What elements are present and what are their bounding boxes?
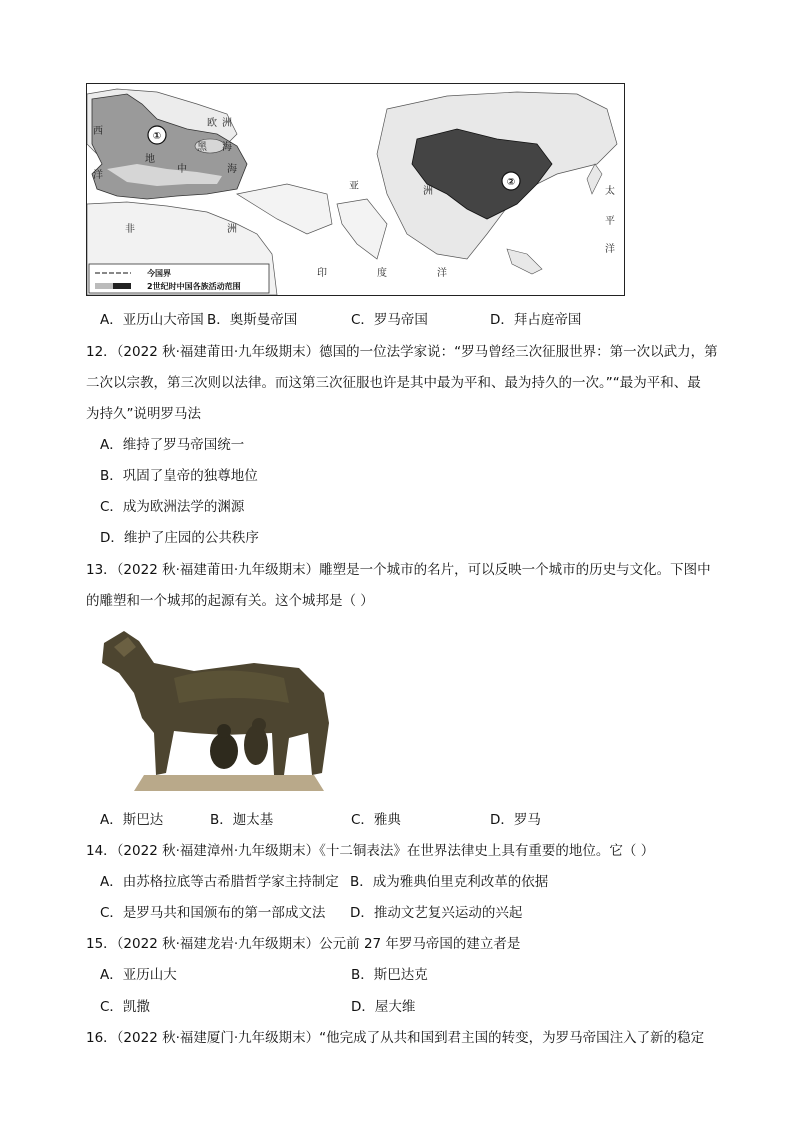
q12-stem-line1: 12．（2022 秋·福建莆田·九年级期末）德国的一位法学家说：“罗马曾经三次征服世界：第一次以武力，第 <box>86 344 718 360</box>
map-label-xi: 西 <box>93 126 103 137</box>
map-label-hei: 黑 <box>197 142 207 153</box>
q14-option-a[interactable]: A．由苏格拉底等古希腊哲学家主持制定 <box>100 874 339 890</box>
map-label-hai2: 海 <box>222 142 232 153</box>
map-label-yang3: 洋 <box>605 244 615 255</box>
map-label-ou: 欧 <box>207 118 217 129</box>
q12-option-b[interactable]: B．巩固了皇帝的独尊地位 <box>100 468 258 484</box>
map-label-ping: 平 <box>605 216 615 227</box>
world-map <box>87 84 624 295</box>
q13-stem-line1: 13．（2022 秋·福建莆田·九年级期末）雕塑是一个城市的名片，可以反映一个城市的历史与文化。下图中 <box>86 562 711 578</box>
legend-border-label: 今国界 <box>147 269 171 278</box>
q15-option-b[interactable]: B．斯巴达克 <box>351 967 428 983</box>
q14-option-d[interactable]: D．推动文艺复兴运动的兴起 <box>350 905 523 921</box>
q14-stem: 14．（2022 秋·福建漳州·九年级期末）《十二铜表法》在世界法律史上具有重要的地位。它（ ） <box>86 843 655 859</box>
map-label-zhou-af: 洲 <box>227 224 237 235</box>
map-label-ya: 亚 <box>349 181 359 192</box>
q12-option-c[interactable]: C．成为欧洲法学的渊源 <box>100 499 245 515</box>
q14-option-c[interactable]: C．是罗马共和国颁布的第一部成文法 <box>100 905 326 921</box>
q12-option-a[interactable]: A．维持了罗马帝国统一 <box>100 437 245 453</box>
q13-option-d[interactable]: D．罗马 <box>490 812 541 828</box>
q15-stem: 15．（2022 秋·福建龙岩·九年级期末）公元前 27 年罗马帝国的建立者是 <box>86 936 521 952</box>
she-wolf-statue-image <box>84 623 336 795</box>
map-label-yin: 印 <box>317 268 327 279</box>
q16-stem: 16．（2022 秋·福建厦门·九年级期末）“他完成了从共和国到君主国的转变，为罗马帝国注入了新的稳定 <box>86 1030 705 1046</box>
q11-option-a[interactable]: A．亚历山大帝国 <box>100 312 204 328</box>
map-label-zhong: 中 <box>177 164 187 175</box>
q13-option-c[interactable]: C．雅典 <box>351 812 401 828</box>
map-label-di: 地 <box>145 154 155 165</box>
map-label-hai: 海 <box>227 164 237 175</box>
q15-option-d[interactable]: D．屋大维 <box>351 999 416 1015</box>
map-label-yang2: 洋 <box>437 268 447 279</box>
map-label-zhou-as: 洲 <box>423 186 433 197</box>
map-label-fei: 非 <box>125 224 135 235</box>
legend-range-label: 2世纪时中国各族活动范围 <box>147 282 241 291</box>
q15-option-a[interactable]: A．亚历山大 <box>100 967 177 983</box>
map-label-du: 度 <box>377 268 387 279</box>
map-figure <box>86 83 625 296</box>
q13-stem-line2: 的雕塑和一个城邦的起源有关。这个城邦是（ ） <box>86 593 374 609</box>
marker-2-label: ② <box>506 177 516 188</box>
q11-option-d[interactable]: D．拜占庭帝国 <box>490 312 582 328</box>
q15-option-c[interactable]: C．凯撒 <box>100 999 150 1015</box>
q12-stem-line3: 为持久”说明罗马法 <box>86 406 201 422</box>
marker-1-label: ① <box>152 131 162 142</box>
map-label-zhou-eu: 洲 <box>222 118 232 129</box>
q11-option-c[interactable]: C．罗马帝国 <box>351 312 428 328</box>
q12-stem-line2: 二次以宗教，第三次则以法律。而这第三次征服也许是其中最为平和、最为持久的一次。”“最为平和、最 <box>86 375 701 391</box>
q11-option-b[interactable]: B．奥斯曼帝国 <box>207 312 298 328</box>
map-label-tai: 太 <box>605 186 615 197</box>
q13-option-a[interactable]: A．斯巴达 <box>100 812 164 828</box>
q13-option-b[interactable]: B．迦太基 <box>210 812 274 828</box>
map-label-yang: 洋 <box>93 170 103 181</box>
q12-option-d[interactable]: D．维护了庄园的公共秩序 <box>100 530 259 546</box>
q14-option-b[interactable]: B．成为雅典伯里克利改革的依据 <box>350 874 549 890</box>
